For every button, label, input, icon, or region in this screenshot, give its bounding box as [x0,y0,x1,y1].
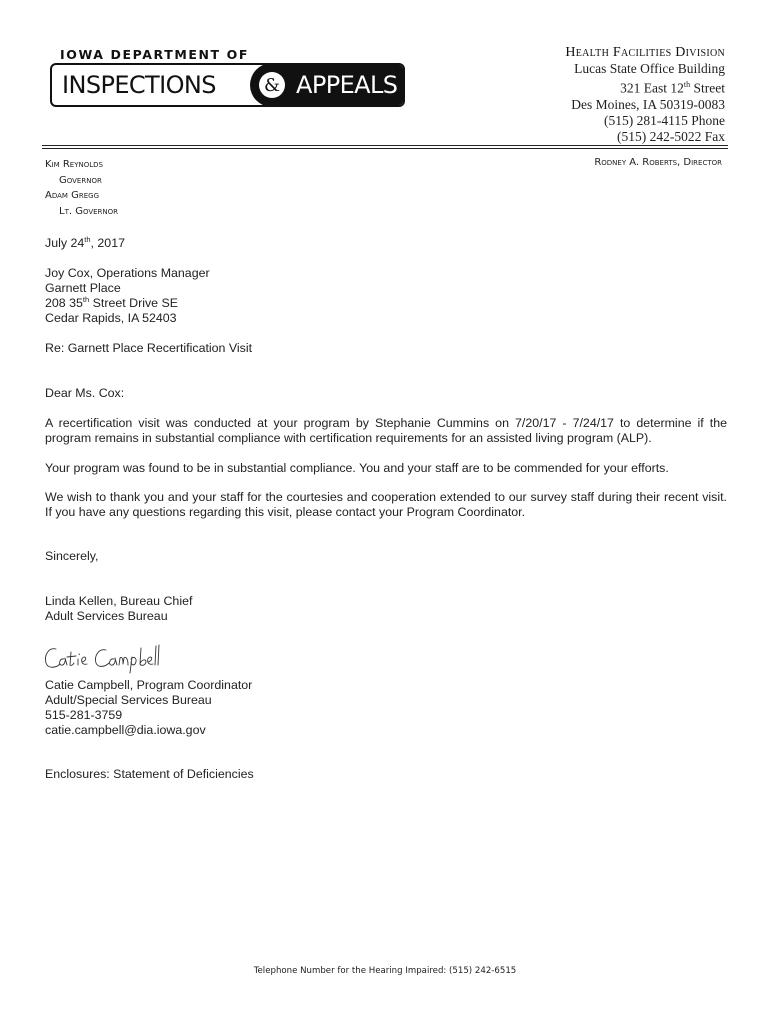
header-divider-top [42,145,728,146]
street-suffix: Street [690,80,725,96]
street-number: 321 East 12 [620,80,684,96]
recipient-name: Joy Cox, Operations Manager [45,266,210,280]
logo-appeals-text: APPEALS [296,71,398,99]
signer-2-block [45,678,252,738]
agency-logo [50,63,405,107]
division-name: Health Facilities Division [565,45,725,60]
signer-2-department: Adult/Special Services Bureau [45,693,212,707]
closing: Sincerely, [45,549,99,563]
building-name: Lucas State Office Building [574,61,725,76]
recipient-address [45,266,210,326]
recipient-city: Cedar Rapids, IA 52403 [45,311,177,325]
header-divider-bottom [42,148,728,149]
governor-title: Governor [59,174,102,186]
signer-1-department: Adult Services Bureau [45,609,168,623]
handwritten-signature [40,640,160,674]
director-name: Rodney A. Roberts, Director [594,157,722,168]
logo-inspections-text: INSPECTIONS [62,71,216,99]
recipient-street-ordinal: th [82,294,90,304]
street-address [565,77,725,97]
signer-2-name: Catie Campbell, Program Coordinator [45,678,253,692]
enclosures-line: Enclosures: Statement of Deficiencies [45,767,254,781]
street-ordinal: th [683,80,691,89]
lt-governor-name: Adam Gregg [45,190,99,201]
logo-ampersand: & [259,72,285,98]
signer-1-block [45,594,192,624]
recipient-street [45,296,210,311]
body-paragraph-2: Your program was found to be in substantial compliance. You and your staff are to be commended for your efforts. [45,461,669,475]
recipient-street-suffix: Street Drive SE [89,296,178,310]
division-address [565,45,725,145]
fax-number: (515) 242-5022 Fax [617,128,725,144]
department-header: IOWA DEPARTMENT OF [60,47,250,62]
city-state-zip: Des Moines, IA 50319-0083 [571,96,725,112]
lt-governor-title: Lt. Governor [59,205,119,217]
signature-drawing [40,640,160,674]
date-text: July 24 [45,236,85,250]
date-year: , 2017 [90,236,125,250]
signer-2-phone: 515-281-3759 [45,708,123,722]
subject-line: Re: Garnett Place Recertification Visit [45,341,253,355]
recipient-street-number: 208 35 [45,296,83,310]
logo-ampersand-badge [250,63,294,107]
signer-1-name: Linda Kellen, Bureau Chief [45,594,193,608]
governor-name: Kim Reynolds [45,159,103,170]
phone-number: (515) 281-4115 Phone [604,112,725,128]
recipient-org: Garnett Place [45,281,121,295]
officials-list [45,157,118,219]
body-paragraph-3: We wish to thank you and your staff for the courtesies and cooperation extended to our survey staff during their recent visit. If you have any questions regarding this visit, please contact your Program Coordinator. [45,490,727,519]
letter-date [45,236,125,251]
body-paragraph-1: A recertification visit was conducted at your program by Stephanie Cummins on 7/20/17 - 7/24/17 to determine if the program remains in substantial compliance with certification requirements for an assisted living program (ALP). [45,416,727,445]
tty-footer: Telephone Number for the Hearing Impaired: (515) 242-6515 [253,966,517,976]
salutation: Dear Ms. Cox: [45,386,125,400]
signer-2-email: catie.campbell@dia.iowa.gov [45,723,206,737]
date-ordinal: th [84,234,91,244]
